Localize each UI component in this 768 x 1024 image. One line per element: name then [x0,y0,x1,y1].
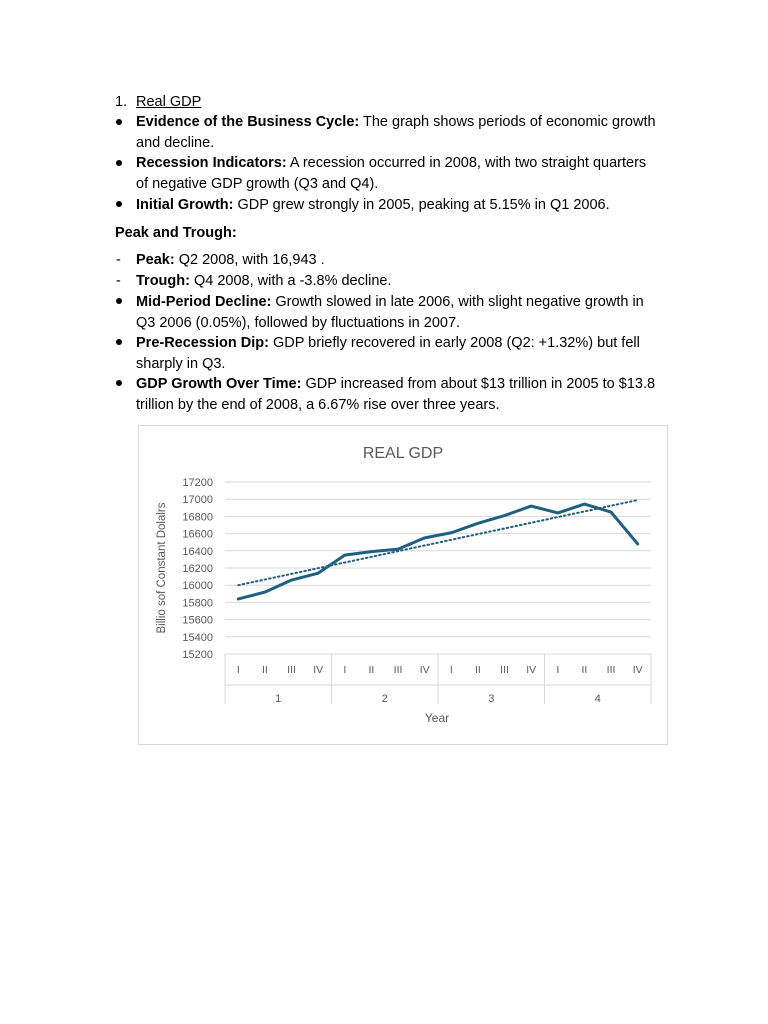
gdp-data-point [264,591,266,593]
trendline [238,500,637,585]
quarter-tick-label: II [475,664,481,676]
year-tick-label: 3 [488,693,495,705]
chart-svg [139,426,667,744]
bullet-business-cycle-cont: and decline. [136,135,215,151]
quarter-tick-label: III [500,664,509,676]
quarter-tick-label: I [236,664,240,676]
quarter-tick-label: III [393,664,403,676]
y-axis-ticks [182,477,213,661]
chart-title: REAL GDP [362,445,444,462]
dash-item-trough: Trough: Q4 2008, with a -3.8% decline. [136,273,392,289]
section-title-real-gdp: Real GDP [136,94,202,110]
peak-trough-heading: Peak and Trough: [115,225,237,241]
y-tick-label: 15200 [182,649,213,661]
quarter-tick-label: IV [632,664,643,676]
list-number: 1. [115,94,128,110]
y-tick-label: 15800 [182,597,213,610]
x-axis-label: Year [424,711,450,725]
gdp-data-point [237,598,239,600]
bullet-dot [116,339,122,345]
dash-marker: - [116,273,121,289]
bullet-pre-recession-dip: Pre-Recession Dip: GDP briefly recovered in early 2008 (Q2: +1.32%) but fell [136,335,640,351]
quarter-tick-label: I [449,664,453,676]
quarter-tick-label: II [581,664,588,676]
gdp-data-point [503,514,505,516]
quarter-tick-label: IV [526,664,537,676]
bullet-dot [116,298,122,304]
bullet-dot [116,160,122,166]
y-axis-label: Billio sof Constant Dolalrs [156,502,168,634]
gdp-data-point [450,532,452,534]
real-gdp-chart [138,425,668,745]
bullet-initial-growth: Initial Growth: GDP grew strongly in 2005, peaking at 5.15% in Q1 2006. [136,197,610,213]
bullet-dot [116,380,122,386]
gdp-data-point [557,512,559,514]
gdp-data-point [477,522,479,524]
bullet-gdp-growth: GDP Growth Over Time: GDP increased from about $13 trillion in 2005 to $13.8 [136,376,656,392]
y-tick-label: 16800 [182,511,213,524]
year-tick-label: 4 [594,693,601,705]
bullet-mid-period-decline-cont: Q3 2006 (0.05%), followed by fluctuations in 2007. [136,315,461,331]
gdp-data-point [583,503,585,505]
gdp-data-point [290,579,292,581]
quarter-tick-label: III [287,664,296,676]
dash-marker: - [116,252,121,268]
gdp-data-point [636,543,638,545]
bullet-recession-indicators-cont: of negative GDP growth (Q3 and Q4). [136,176,379,192]
y-tick-label: 16600 [182,528,213,541]
bullet-gdp-growth-cont: trillion by the end of 2008, a 6.67% rise over three years. [136,397,500,413]
quarter-tick-label: IV [313,664,324,676]
dash-item-peak: Peak: Q2 2008, with 16,943 . [136,252,325,268]
x-axis [225,654,651,705]
gdp-data-point [610,511,612,513]
gdp-data-point [317,572,319,574]
gdp-data-point [530,505,532,507]
quarter-tick-label: II [368,664,375,676]
gdp-data-point [344,554,346,556]
bullet-recession-indicators: Recession Indicators: A recession occurred in 2008, with two straight quarters [136,155,647,171]
chart-gridlines [225,482,651,654]
y-tick-label: 15400 [182,631,213,644]
y-tick-label: 15600 [182,614,213,627]
bullet-business-cycle: Evidence of the Business Cycle: The graph shows periods of economic growth [136,114,656,130]
quarter-tick-label: III [606,664,616,676]
y-tick-label: 16400 [182,545,213,558]
gdp-data-point [423,537,425,539]
gdp-data-point [370,550,372,552]
bullet-dot [116,119,122,125]
bullet-pre-recession-dip-cont: sharply in Q3. [136,356,226,372]
year-tick-label: 1 [275,693,282,705]
y-tick-label: 16000 [182,580,213,593]
gdp-data-point [397,548,399,550]
y-tick-label: 16200 [182,563,213,575]
quarter-tick-label: II [262,664,268,676]
quarter-tick-label: I [343,664,347,676]
bullet-mid-period-decline: Mid-Period Decline: Growth slowed in late 2006, with slight negative growth in [136,294,644,310]
y-tick-label: 17200 [182,477,213,489]
y-tick-label: 17000 [182,494,213,507]
quarter-tick-label: I [556,664,560,676]
bullet-dot [116,201,122,207]
year-tick-label: 2 [381,693,388,705]
quarter-tick-label: IV [419,664,430,676]
